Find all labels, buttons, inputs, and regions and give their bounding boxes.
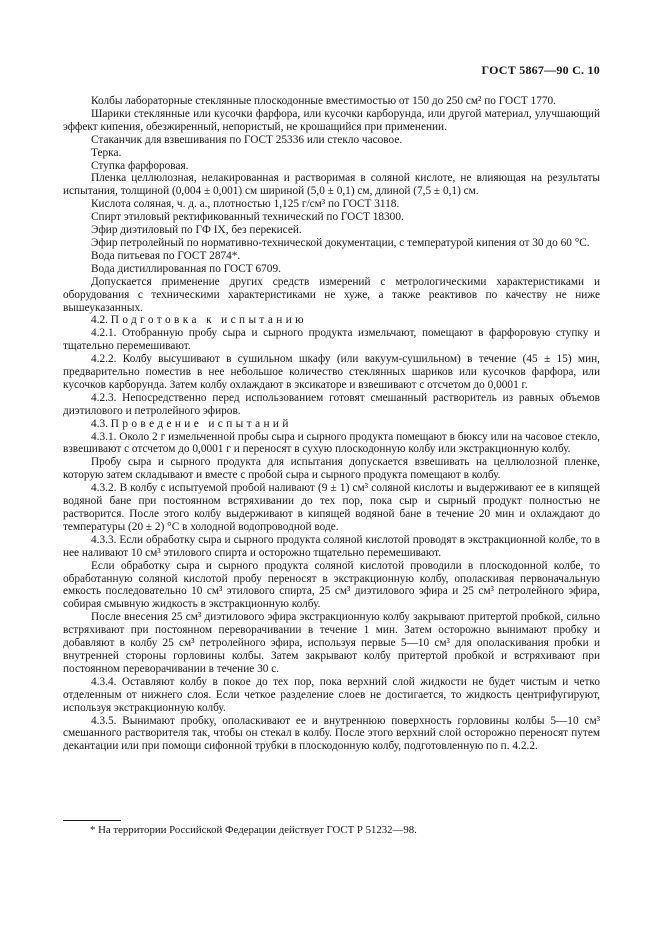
section-number: 4.2. <box>91 314 111 327</box>
page-header: ГОСТ 5867—90 С. 10 <box>481 63 600 77</box>
section-heading <box>63 418 600 431</box>
paragraph: После внесения 25 см³ диэтилового эфира экстракционную колбу закрывают притертой пробкой, сильно встряхивают при постоянном переворачивании в течение 1 мин. Затем осторожно вынимают пробку и добавляют в колбу 25 см³ петролейного эфира, используя первые 5—10 см³ для ополаскивания пробки и внутренней стороны горловины колбы. Затем закрывают колбу притертой пробкой и встряхивают при постоянном переворачивании в течение 30 с. <box>63 611 600 675</box>
paragraph: Вода питьевая по ГОСТ 2874*. <box>91 249 241 262</box>
footnote-rule <box>63 820 121 821</box>
paragraph: Колбы лабораторные стеклянные плоскодонные вместимостью от 150 до 250 см² по ГОСТ 1770. <box>91 95 556 107</box>
section-heading <box>63 314 600 327</box>
paragraph: 4.3.5. Вынимают пробку, ополаскивают ее и внутреннюю поверхность горловины колбы 5—10 см³ смешанного растворителя так, чтобы он стекал в колбу. После этого верхний слой осторожно переносят путем декантации или при помощи сифонной трубки в плоскодонную колбу, подготовленную по п. 4.2.2. <box>63 714 600 753</box>
paragraph: Пробу сыра и сырного продукта для испытания допускается взвешивать на целлюлозной пленке, которую затем складывают и вместе с пробой сыра и сырного продукта помещают в колбу. <box>63 456 600 482</box>
document-body <box>63 95 600 753</box>
paragraph: Стаканчик для взвешивания по ГОСТ 25336 или стекло часовое. <box>91 133 403 146</box>
paragraph: 4.2.2. Колбу высушивают в сушильном шкафу (или вакуум-сушильном) в течение (45 ± 15) мин, предварительно поместив в нее небольшое количество стеклянных шариков или кусочков фарфора, или кусочков карборунда. Затем колбу охлаждают в эксикаторе и взвешивают с отсчетом до 0,0001 г. <box>63 353 600 391</box>
paragraph: Эфир петролейный по нормативно-технической документации, с температурой кипения от 30 до 60 °С. <box>91 236 590 249</box>
paragraph: 4.3.3. Если обработку сыра и сырного продукта соляной кислотой проводят в экстракционной колбе, то в нее наливают 10 см³ этилового спирта и осторожно тщательно перемешивают. <box>63 533 600 559</box>
footnote <box>63 820 600 837</box>
paragraph: Шарики стеклянные или кусочки фарфора, или кусочки карборунда, или другой материал, улучшающий эффект кипения, обезжиренный, непористый, не крошащийся при применении. <box>63 107 600 133</box>
paragraph: Пленка целлюлозная, нелакированная и растворимая в соляной кислоте, не влияющая на результаты испытания, толщиной (0,004 ± 0,001) см шириной (5,0 ± 0,1) см, длиной (7,5 ± 0,1) см. <box>63 172 600 198</box>
footnote-text: * На территории Российской Федерации действует ГОСТ Р 51232—98. <box>90 824 417 836</box>
paragraph: Вода дистиллированная по ГОСТ 6709. <box>91 262 281 275</box>
paragraph: Ступка фарфоровая. <box>91 159 189 172</box>
paragraph: 4.2.3. Непосредственно перед использованием готовят смешанный растворитель из равных объемов диэтилового и петролейного эфиров. <box>63 391 600 417</box>
paragraph: Допускается применение других средств измерений с метрологическими характеристиками и оборудования с техническими характеристиками не хуже, а также реактивов по качеству не ниже вышеуказанных. <box>63 275 600 314</box>
paragraph: 4.3.4. Оставляют колбу в покое до тех пор, пока верхний слой жидкости не будет чистым и четко отделенным от нижнего слоя. Если четкое разделение слоев не достигается, то жидкость центрифугируют, используя экстракционную колбу. <box>63 675 600 714</box>
section-title: Подготовка к испытанию <box>110 314 307 327</box>
paragraph: 4.3.1. Около 2 г измельченной пробы сыра и сырного продукта помещают в бюксу или на часовое стекло, взвешивают с отсчетом до 0,0001 г и переносят в сухую плоскодонную колбу или экстракционную колбу. <box>63 430 600 456</box>
paragraph: 4.3.2. В колбу с испытуемой пробой наливают (9 ± 1) см³ соляной кислоты и выдерживают ее в кипящей водяной бане при постоянном встряхивании до тех пор, пока сыр и сырный продукт полностью не растворится. После этого колбу выдерживают в кипящей водяной бане в течение 20 мин и охлаждают до температуры (20 ± 2) °С в холодной водопроводной воде. <box>63 482 600 533</box>
section-title: Проведение испытаний <box>110 417 292 430</box>
paragraph: Спирт этиловый ректификованный технический по ГОСТ 18300. <box>91 211 404 224</box>
paragraph: Кислота соляная, ч. д. а., плотностью 1,125 г/см³ по ГОСТ 3118. <box>91 198 400 211</box>
section-number: 4.3. <box>91 417 111 430</box>
paragraph: Терка. <box>91 146 122 159</box>
paragraph: Эфир диэтиловый по ГФ IX, без перекисей. <box>91 224 302 237</box>
paragraph: 4.2.1. Отобранную пробу сыра и сырного продукта измельчают, помещают в фарфоровую ступку и тщательно перемешивают. <box>63 327 600 353</box>
paragraph: Если обработку сыра и сырного продукта соляной кислотой проводили в плоскодонной колбе, то обработанную соляной кислотой пробу переносят в экстракционную колбу, ополаскивая первоначальную емкость последовательно 10 см³ этилового спирта, 25 см³ диэтилового эфира и 25 см³ петролейного эфира, собирая смывную жидкость в экстракционную колбу. <box>63 559 600 611</box>
